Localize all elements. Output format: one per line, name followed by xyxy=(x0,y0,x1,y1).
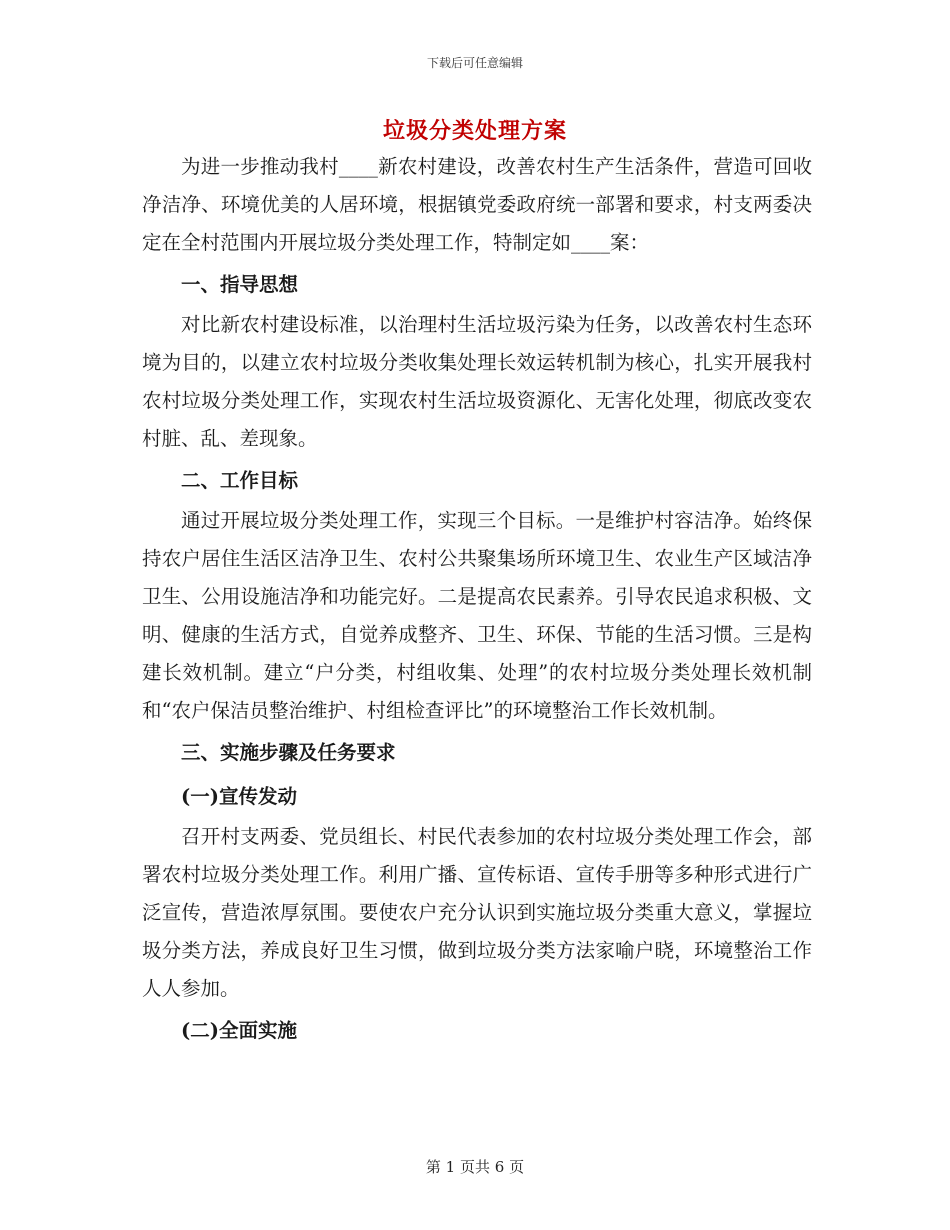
subsection-heading-publicity: (一)宣传发动 xyxy=(181,785,297,808)
intro-paragraph: 为进一步推动我村____新农村建设，改善农村生产生活条件，营造可回收净洁净、环境优美的人居环境，根据镇党委政府统一部署和要求，村支两委决定在全村范围内开展垃圾分类处理工作，特制定如____案： xyxy=(142,155,812,254)
subsection-text-publicity: 召开村支两委、党员组长、村民代表参加的农村垃圾分类处理工作会，部署农村垃圾分类处理工作。利用广播、宣传标语、宣传手册等多种形式进行广泛宣传，营造浓厚氛围。要使农户充分认识到实施垃圾分类重大意义，掌握垃圾分类方法，养成良好卫生习惯，做到垃圾分类方法家喻户晓，环境整治工作人人参加。 xyxy=(142,825,812,1000)
document-title: 垃圾分类处理方案 xyxy=(382,118,567,144)
section-text-guiding-ideology: 对比新农村建设标准，以治理村生活垃圾污染为任务，以改善农村生态环境为目的，以建立农村垃圾分类收集处理长效运转机制为核心，扎实开展我村农村垃圾分类处理工作，实现农村生活垃圾资源化、无害化处理，彻底改变农村脏、乱、差现象。 xyxy=(142,313,812,450)
section-heading-work-goals: 二、工作目标 xyxy=(181,469,299,492)
section-heading-guiding-ideology: 一、指导思想 xyxy=(181,273,299,296)
document-body xyxy=(142,148,812,1052)
page-number-footer: 第 1 页共 6 页 xyxy=(425,1158,525,1176)
header-note: 下载后可任意编辑 xyxy=(426,56,523,70)
subsection-heading-full-implementation: (二)全面实施 xyxy=(181,1019,297,1042)
section-heading-implementation-steps: 三、实施步骤及任务要求 xyxy=(181,741,396,764)
section-text-work-goals: 通过开展垃圾分类处理工作，实现三个目标。一是维护村容洁净。始终保持农户居住生活区洁净卫生、农村公共聚集场所环境卫生、农业生产区域洁净卫生、公用设施洁净和功能完好。二是提高农民素养。引导农民追求积极、文明、健康的生活方式，自觉养成整齐、卫生、环保、节能的生活习惯。三是构建长效机制。建立“户分类，村组收集、处理”的农村垃圾分类处理长效机制和“农户保洁员整治维护、村组检查评比”的环境整治工作长效机制。 xyxy=(142,509,812,722)
